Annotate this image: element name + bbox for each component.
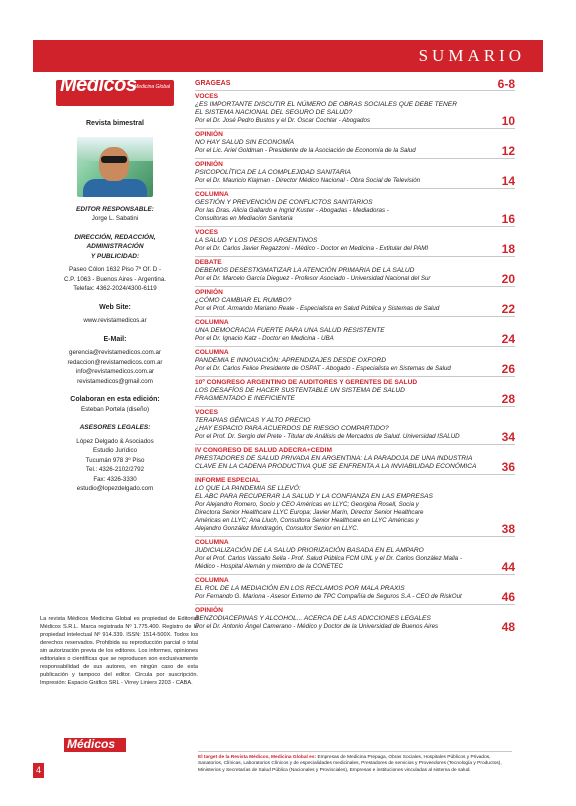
legal-email[interactable]: estudio@lopezdelgado.com	[76, 485, 154, 492]
toc-page-number: 28	[501, 392, 515, 406]
toc-page-number: 18	[501, 242, 515, 256]
toc-article-title: UNA DEMOCRACIA FUERTE PARA UNA SALUD RESISTENTE	[195, 327, 385, 334]
toc-article-title: EL ABC PARA RECUPERAR LA SALUD Y LA CONFIANZA EN LAS EMPRESAS	[195, 493, 433, 500]
toc-article-title: FRAGMENTADO E INEFICIENTE	[195, 395, 295, 402]
toc-article-title: ¿CÓMO CAMBIAR EL RUMBO?	[195, 297, 292, 304]
toc-entry[interactable]	[195, 158, 515, 188]
collab-title: Colaboran en esta edición:	[70, 396, 160, 403]
magazine-logo	[56, 74, 174, 106]
toc-article-title: CLAVE EN LA CADENA PRODUCTIVA QUE SE ENFRENTA A LA INVIABILIDAD ECONÓMICA	[195, 463, 477, 470]
address-line: Telefax: 4362-2024/4300-6119	[73, 285, 157, 292]
toc-page-number: 34	[501, 430, 515, 444]
toc-article-author: Por el Prof. Armando Mariano Reale - Especialista en Salud Pública y Sistemas de Salud	[195, 305, 440, 312]
toc-section-label: COLUMNA	[195, 577, 229, 584]
toc-article-title: GESTIÓN Y PREVENCIÓN DE CONFLICTOS SANITARIOS	[195, 199, 373, 206]
toc-article-author: Consultoras en Mediación Sanitaria	[195, 215, 293, 222]
toc-article-author: Por el Dr. Ignacio Katz - Doctor en Medicina - UBA	[195, 335, 334, 342]
legal-line: Tucumán 978 3º Piso	[85, 456, 145, 464]
email-link[interactable]: gerencia@revistamedicos.com.ar	[69, 349, 161, 356]
toc-page-number: 38	[501, 522, 515, 536]
email-link[interactable]: redaccion@revistamedicos.com.ar	[67, 358, 163, 366]
target-lead: El target de la Revista Médicos, Medicina Global es:	[198, 755, 317, 760]
toc-entry[interactable]	[195, 286, 515, 316]
address-line: C.P. 1063 - Buenos Aires - Argentina.	[63, 275, 167, 283]
toc-article-title: BENZODIACEPINAS Y ALCOHOL... ACERCA DE LAS ADICCIONES LEGALES	[195, 615, 431, 622]
toc-article-title: NO HAY SALUD SIN ECONOMÍA	[195, 139, 295, 146]
toc-section-label: OPINIÓN	[195, 289, 223, 296]
header-band	[33, 40, 543, 72]
toc-page-number: 6-8	[497, 77, 515, 91]
toc-page-number: 20	[501, 272, 515, 286]
email-title: E-Mail:	[103, 335, 127, 343]
toc-article-title: LA SALUD Y LOS PESOS ARGENTINOS	[195, 237, 318, 244]
target-audience-box	[198, 751, 512, 774]
legal-line: López Delgado & Asociados	[76, 437, 154, 445]
toc-article-author: Directora Senior Healthcare LLYC Europa; Javier Marín, Director Senior Healthcare	[195, 509, 424, 516]
toc-section-label: COLUMNA	[195, 319, 229, 326]
footer-logo	[64, 738, 126, 752]
toc-entry[interactable]	[195, 226, 515, 256]
toc-page-number: 10	[501, 114, 515, 128]
legal-notice: La revista Médicos Medicina Global es propiedad de Editorial Médicos S.R.L. Marca registrada Nº 1.775.400. Registro de la propiedad intelectual Nº 914.339. ISSN: 1514-500X. Todos los derechos reservados. Prohibida su reproducción parcial o total sin autorización previa de los editores. Los informes, opiniones editoriales o científicas que se reproducen son exclusivamente responsabilidad de sus autores, en ningún caso de esta publicación y tampoco del editor. Circula por suscripción. Impresión: Espacio Gráfico SRL - Virrey Liniers 2203 - CABA.	[40, 616, 198, 686]
website-link[interactable]: www.revistamedicos.ar	[83, 317, 147, 324]
toc-article-title: PSICOPOLÍTICA DE LA COMPLEJIDAD SANITARIA	[195, 169, 351, 176]
toc-page-number: 14	[501, 174, 515, 188]
toc-article-title: ¿HAY ESPACIO PARA ACUERDOS DE RIESGO COMPARTIDO?	[195, 425, 389, 432]
legal-line: Tel.: 4326-2102/2792	[85, 466, 145, 473]
toc-section-label: VOCES	[195, 93, 219, 100]
toc-page-number: 48	[501, 620, 515, 634]
toc-entry[interactable]	[195, 536, 515, 574]
toc-section-label: COLUMNA	[195, 539, 229, 546]
toc-section-label: VOCES	[195, 409, 219, 416]
toc-page-number: 16	[501, 212, 515, 226]
toc-article-author: Por el Lic. Ariel Goldman - Presidente de la Asociación de Economía de la Salud	[195, 147, 416, 154]
toc-entry[interactable]	[195, 574, 515, 604]
toc-page-number: 44	[501, 560, 515, 574]
toc-article-author: Por el Prof. Dr. Sergio del Prete - Titular de Análisis de Mercados de Salud. Universidad ISALUD	[195, 433, 460, 440]
target-text: Empresas de Medicina Prepaga, Obras Sociales, Hospitales Públicos y Privados, Sanatorios, Clínicas, Laboratorios Clínicos y de especialidades medicinales, Prestadores de servicios y Proveedores (Tecnología y Productos), Ministerios y Secretarías de Salud Pública (Nacionales y Provinciales), Empresas e instituciones vinculadas al sistema de salud.	[198, 755, 502, 773]
table-of-contents	[195, 76, 515, 634]
legal-line: Estudio Jurídico	[92, 447, 138, 454]
toc-page-number: 26	[501, 362, 515, 376]
toc-entry[interactable]	[195, 346, 515, 376]
toc-section-label: COLUMNA	[195, 349, 229, 356]
masthead-column	[40, 74, 190, 494]
toc-article-title: JUDICIALIZACIÓN DE LA SALUD PRIORIZACIÓN BASADA EN EL AMPARO	[195, 547, 424, 554]
email-link[interactable]: info@revistamedicos.com.ar	[75, 368, 155, 375]
editor-photo	[77, 137, 153, 197]
toc-article-author: Por Alejandro Romero, Socio y CEO Américas en LLYC; Georgina Rosell, Socia y	[195, 501, 419, 508]
toc-page-number: 12	[501, 144, 515, 158]
toc-entry[interactable]	[195, 76, 515, 90]
toc-article-author: Por el Dr. Mauricio Klajman - Director Médico Nacional - Obra Social de Televisión	[195, 177, 421, 184]
email-link[interactable]: revistamedicos@gmail.com	[77, 377, 153, 385]
toc-page-number: 36	[501, 460, 515, 474]
toc-section-label: OPINIÓN	[195, 131, 223, 138]
toc-page-number: 24	[501, 332, 515, 346]
toc-article-author: Por el Dr. Antonio Ángel Camerano - Médico y Doctor de la Universidad de Buenos Aires	[195, 623, 439, 630]
toc-article-author: Alejandro González Mondragón, Consultor Senior en LLYC.	[195, 525, 359, 532]
toc-section-label: COLUMNA	[195, 191, 229, 198]
publication-frequency: Revista bimestral	[86, 120, 144, 127]
toc-article-author: Por el Dr. Carlos Felice Presidente de OSPAT - Abogado - Especialista en Sistemas de Salud	[195, 365, 451, 372]
editor-name: Jorge L. Sabatini	[91, 215, 139, 222]
logo-subtext: Medicina Global	[134, 84, 170, 90]
direccion-label-1: DIRECCIÓN, REDACCIÓN,	[74, 233, 156, 241]
toc-section-label: OPINIÓN	[195, 161, 223, 168]
logo-text: Médicos	[60, 74, 137, 96]
toc-article-author: Por el Dr. José Pedro Bustos y el Dr. Oscar Cochlar - Abogados	[195, 117, 371, 124]
toc-article-title: PANDEMIA E INNOVACIÓN: APRENDIZAJES DESDE OXFORD	[195, 357, 387, 364]
direccion-label-3: Y PUBLICIDAD:	[90, 252, 140, 260]
toc-article-title: LOS DESAFÍOS DE HACER SUSTENTABLE UN SISTEMA DE SALUD	[195, 387, 405, 394]
web-title: Web Site:	[99, 303, 131, 311]
collab-text: Esteban Portela (diseño)	[80, 405, 150, 413]
toc-article-title: EL ROL DE LA MEDIACIÓN EN LOS RECLAMOS POR MALA PRAXIS	[195, 585, 405, 592]
page-title: SUMARIO	[418, 46, 525, 65]
toc-article-title: TERAPIAS GÉNICAS Y ALTO PRECIO	[195, 417, 311, 424]
toc-article-title: DEBEMOS DESESTIGMATIZAR LA ATENCIÓN PRIMARIA DE LA SALUD	[195, 267, 415, 274]
toc-entry[interactable]	[195, 188, 515, 226]
toc-page-number: 46	[501, 590, 515, 604]
toc-article-title: ¿ES IMPORTANTE DISCUTIR EL NÚMERO DE OBRAS SOCIALES QUE DEBE TENER	[195, 101, 457, 108]
toc-entry[interactable]	[195, 376, 515, 406]
toc-entry[interactable]	[195, 406, 515, 444]
toc-entry[interactable]	[195, 316, 515, 346]
toc-article-author: Por el Dr. Carlos Javier Regazzoni - Médico - Doctor en Medicina - Extitular del PAMI	[195, 245, 429, 252]
logo-tagline	[40, 107, 190, 112]
toc-section-label: GRAGEAS	[195, 80, 231, 87]
editor-label: EDITOR RESPONSABLE:	[76, 205, 154, 213]
footer-logo-text: Médicos	[67, 737, 116, 751]
toc-page-number: 22	[501, 302, 515, 316]
toc-section-label: 10º CONGRESO ARGENTINO DE AUDITORES Y GERENTES DE SALUD	[195, 379, 418, 386]
toc-section-label: OPINIÓN	[195, 607, 223, 614]
toc-entry[interactable]	[195, 604, 515, 634]
toc-article-title: EL SISTEMA NACIONAL DEL SEGURO DE SALUD?	[195, 109, 353, 116]
toc-article-title: LO QUE LA PANDEMIA SE LLEVÓ:	[195, 485, 301, 492]
address-line: Paseo Cólon 1632 Piso 7º Of. D -	[68, 266, 162, 273]
toc-entry[interactable]	[195, 256, 515, 286]
toc-entry[interactable]	[195, 128, 515, 158]
toc-entry[interactable]	[195, 90, 515, 128]
toc-article-author: Por Fernando G. Mariona - Asesor Externo de TPC Compañía de Seguros S.A - CEO de RiskOut	[195, 593, 462, 600]
toc-section-label: IV CONGRESO DE SALUD ADECRA+CEDIM	[195, 447, 332, 454]
direccion-label-2: ADMINISTRACIÓN	[86, 243, 144, 250]
toc-article-author: Américas en LLYC; Ana Lluch, Consultora Senior Healthcare en LLYC Américas y	[195, 517, 419, 524]
toc-section-label: INFORME ESPECIAL	[195, 477, 261, 484]
toc-article-author: Por las Dras. Alicia Gallardo e Ingrid Kuster - Abogadas - Mediadoras -	[195, 207, 389, 214]
toc-entry[interactable]	[195, 444, 515, 474]
toc-article-title: PRESTADORES DE SALUD PRIVADA EN ARGENTINA: LA PARADOJA DE UNA INDUSTRIA	[195, 455, 473, 462]
toc-section-label: VOCES	[195, 229, 219, 236]
toc-entry[interactable]	[195, 474, 515, 536]
toc-article-author: Médico - Hospital Alemán y miembro de la CONETEC	[195, 563, 343, 570]
legal-line: Fax: 4326-3330	[93, 475, 137, 483]
toc-section-label: DEBATE	[195, 259, 222, 266]
legal-advisors-label: ASESORES LEGALES:	[79, 424, 151, 431]
page-number: 4	[33, 763, 44, 778]
toc-article-author: Por el Prof. Carlos Vassallo Sella - Prof. Salud Pública FCM UNL y el Dr. Carlos González Malla -	[195, 555, 462, 562]
toc-article-author: Por el Dr. Marcelo García Dieguez - Profesor Asociado - Universidad Nacional del Sur	[195, 275, 431, 282]
